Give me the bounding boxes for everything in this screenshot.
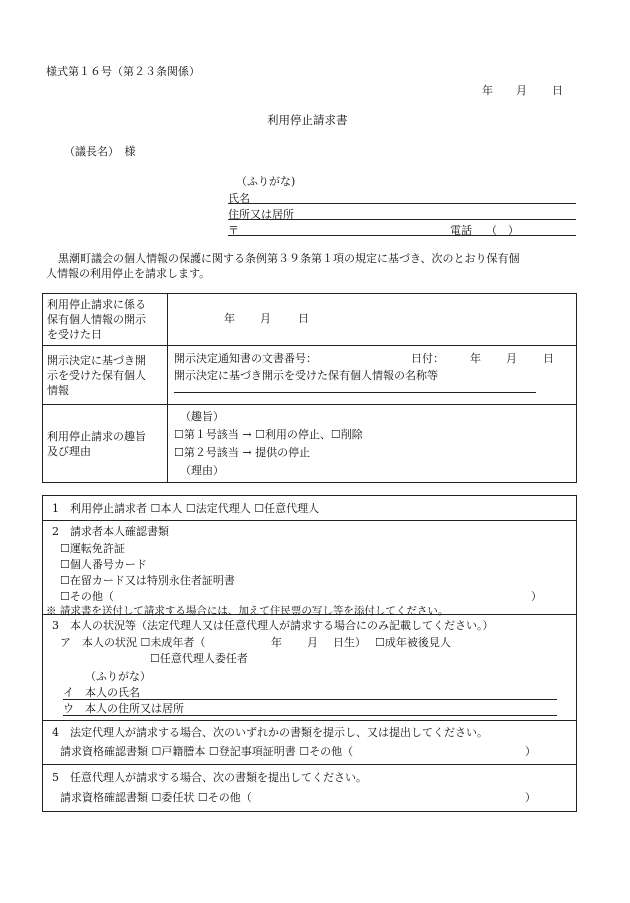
requester-type: 1 利用停止請求者 ☐本人 ☐法定代理人 ☐任意代理人 xyxy=(52,502,320,515)
disclosed-date-label: 利用停止請求に係る 保有個人情報の開示 を受けた日 xyxy=(43,294,168,346)
requester-name-label: 氏名 xyxy=(228,192,250,205)
info-name-line xyxy=(174,392,536,393)
date-month: 月 xyxy=(516,84,527,97)
disclosed-info-label: 開示決定に基づき開 示を受けた保有個人 情報 xyxy=(43,346,168,405)
notice-date-label: 日付： xyxy=(411,352,444,365)
details-table xyxy=(42,495,577,812)
page-title: 利用停止請求書 xyxy=(267,113,348,127)
principal-agent-delegator: ☐任意代理人委任者 xyxy=(150,652,248,665)
intro-line-1: 黒潮町議会の個人情報の保護に関する条例第３９条第１項の規定に基づき、次のとおり保有個 xyxy=(58,252,520,265)
section-5[interactable]: 5 任意代理人が請求する場合、次の書類を提出してください。 請求資格確認書類 ☐委任状 ☐その他（ ） xyxy=(43,765,577,812)
id-doc-residence: ☐在留カード又は特別永住者証明書 xyxy=(60,574,235,587)
section-2[interactable]: 2 請求者本人確認書類 ☐運転免許証 ☐個人番号カード ☐在留カード又は特別永住者証明書 ☐その他（ ） ※ 請求書を送付して請求する場合には、加えて住民票の写し等を添付してください。 xyxy=(43,521,577,615)
requester-address-label: 住所又は居所 xyxy=(228,208,294,221)
voluntary-agent-docs: 請求資格確認書類 ☐委任状 ☐その他（ xyxy=(60,791,252,804)
info-name-label: 開示決定に基づき開示を受けた保有個人情報の名称等 xyxy=(174,369,438,382)
principal-address-label: ウ 本人の住所又は居所 xyxy=(63,702,184,715)
doc-number-label: 開示決定通知書の文書番号： xyxy=(174,352,317,365)
id-docs-note: ※ 請求書を送付して請求する場合には、加えて住民票の写し等を添付してください。 xyxy=(46,605,449,617)
purpose-reason-label: 利用停止請求の趣旨 及び理由 xyxy=(43,405,168,483)
purpose-heading: （趣旨） xyxy=(180,410,224,423)
addressee: （議長名） 様 xyxy=(64,145,136,158)
principal-furigana: （ふりがな） xyxy=(85,670,151,683)
disclosed-date-field[interactable]: 年 月 日 xyxy=(168,294,577,346)
principal-name-label: イ 本人の氏名 xyxy=(63,686,140,699)
form-number: 様式第１６号（第２３条関係） xyxy=(46,65,200,78)
id-doc-mynumber: ☐個人番号カード xyxy=(60,558,147,571)
section-4[interactable]: 4 法定代理人が請求する場合、次のいずれかの書類を提示し、又は提出してください。 請求資格確認書類 ☐戸籍謄本 ☐登記事項証明書 ☐その他（ ） xyxy=(43,721,577,765)
purpose-option-2: ☐第２号該当 → 提供の停止 xyxy=(174,446,311,459)
requester-postal: 〒 xyxy=(228,224,239,237)
id-doc-other: ☐その他（ xyxy=(60,590,114,603)
principal-status: ア 本人の状況 ☐未成年者（ xyxy=(60,636,206,649)
intro-line-2: 人情報の利用停止を請求します。 xyxy=(46,267,211,280)
request-table xyxy=(42,293,577,483)
requester-furigana: （ふりがな) xyxy=(236,175,296,188)
date-day: 日 xyxy=(552,84,563,97)
requester-phone-label: 電話 xyxy=(450,224,472,237)
requester-name-line xyxy=(228,203,576,204)
requester-address-line xyxy=(228,219,576,220)
legal-agent-title: 4 法定代理人が請求する場合、次のいずれかの書類を提示し、又は提出してください。 xyxy=(52,726,488,739)
legal-agent-docs: 請求資格確認書類 ☐戸籍謄本 ☐登記事項証明書 ☐その他（ xyxy=(60,745,354,758)
principal-name-line xyxy=(63,699,557,700)
principal-status-title: 3 本人の状況等（法定代理人又は任意代理人が請求する場合にのみ記載してください。） xyxy=(52,619,494,632)
id-docs-title: 2 請求者本人確認書類 xyxy=(52,525,169,538)
id-doc-license: ☐運転免許証 xyxy=(60,542,125,555)
section-3[interactable]: 3 本人の状況等（法定代理人又は任意代理人が請求する場合にのみ記載してください。） ア 本人の状況 ☐未成年者（ 年 月 日生） ☐成年被後見人 ☐任意代理人委任者 （ふりがな） イ 本人の氏名 ウ 本人の住所又は居所 xyxy=(43,615,577,721)
purpose-option-1: ☐第１号該当 → ☐利用の停止、☐削除 xyxy=(174,428,363,441)
requester-phone-paren: （ ） xyxy=(486,224,519,237)
date-year: 年 xyxy=(482,84,493,97)
section-1[interactable] xyxy=(43,496,577,521)
reason-heading: （理由） xyxy=(180,464,224,477)
purpose-reason-field[interactable] xyxy=(168,405,577,483)
voluntary-agent-title: 5 任意代理人が請求する場合、次の書類を提出してください。 xyxy=(52,771,367,784)
principal-address-line xyxy=(63,715,557,716)
requester-postal-line xyxy=(228,235,576,236)
disclosed-info-field[interactable]: 開示決定通知書の文書番号： 日付： 年 月 日 開示決定に基づき開示を受けた保有個人情報の名称等 xyxy=(168,346,577,405)
